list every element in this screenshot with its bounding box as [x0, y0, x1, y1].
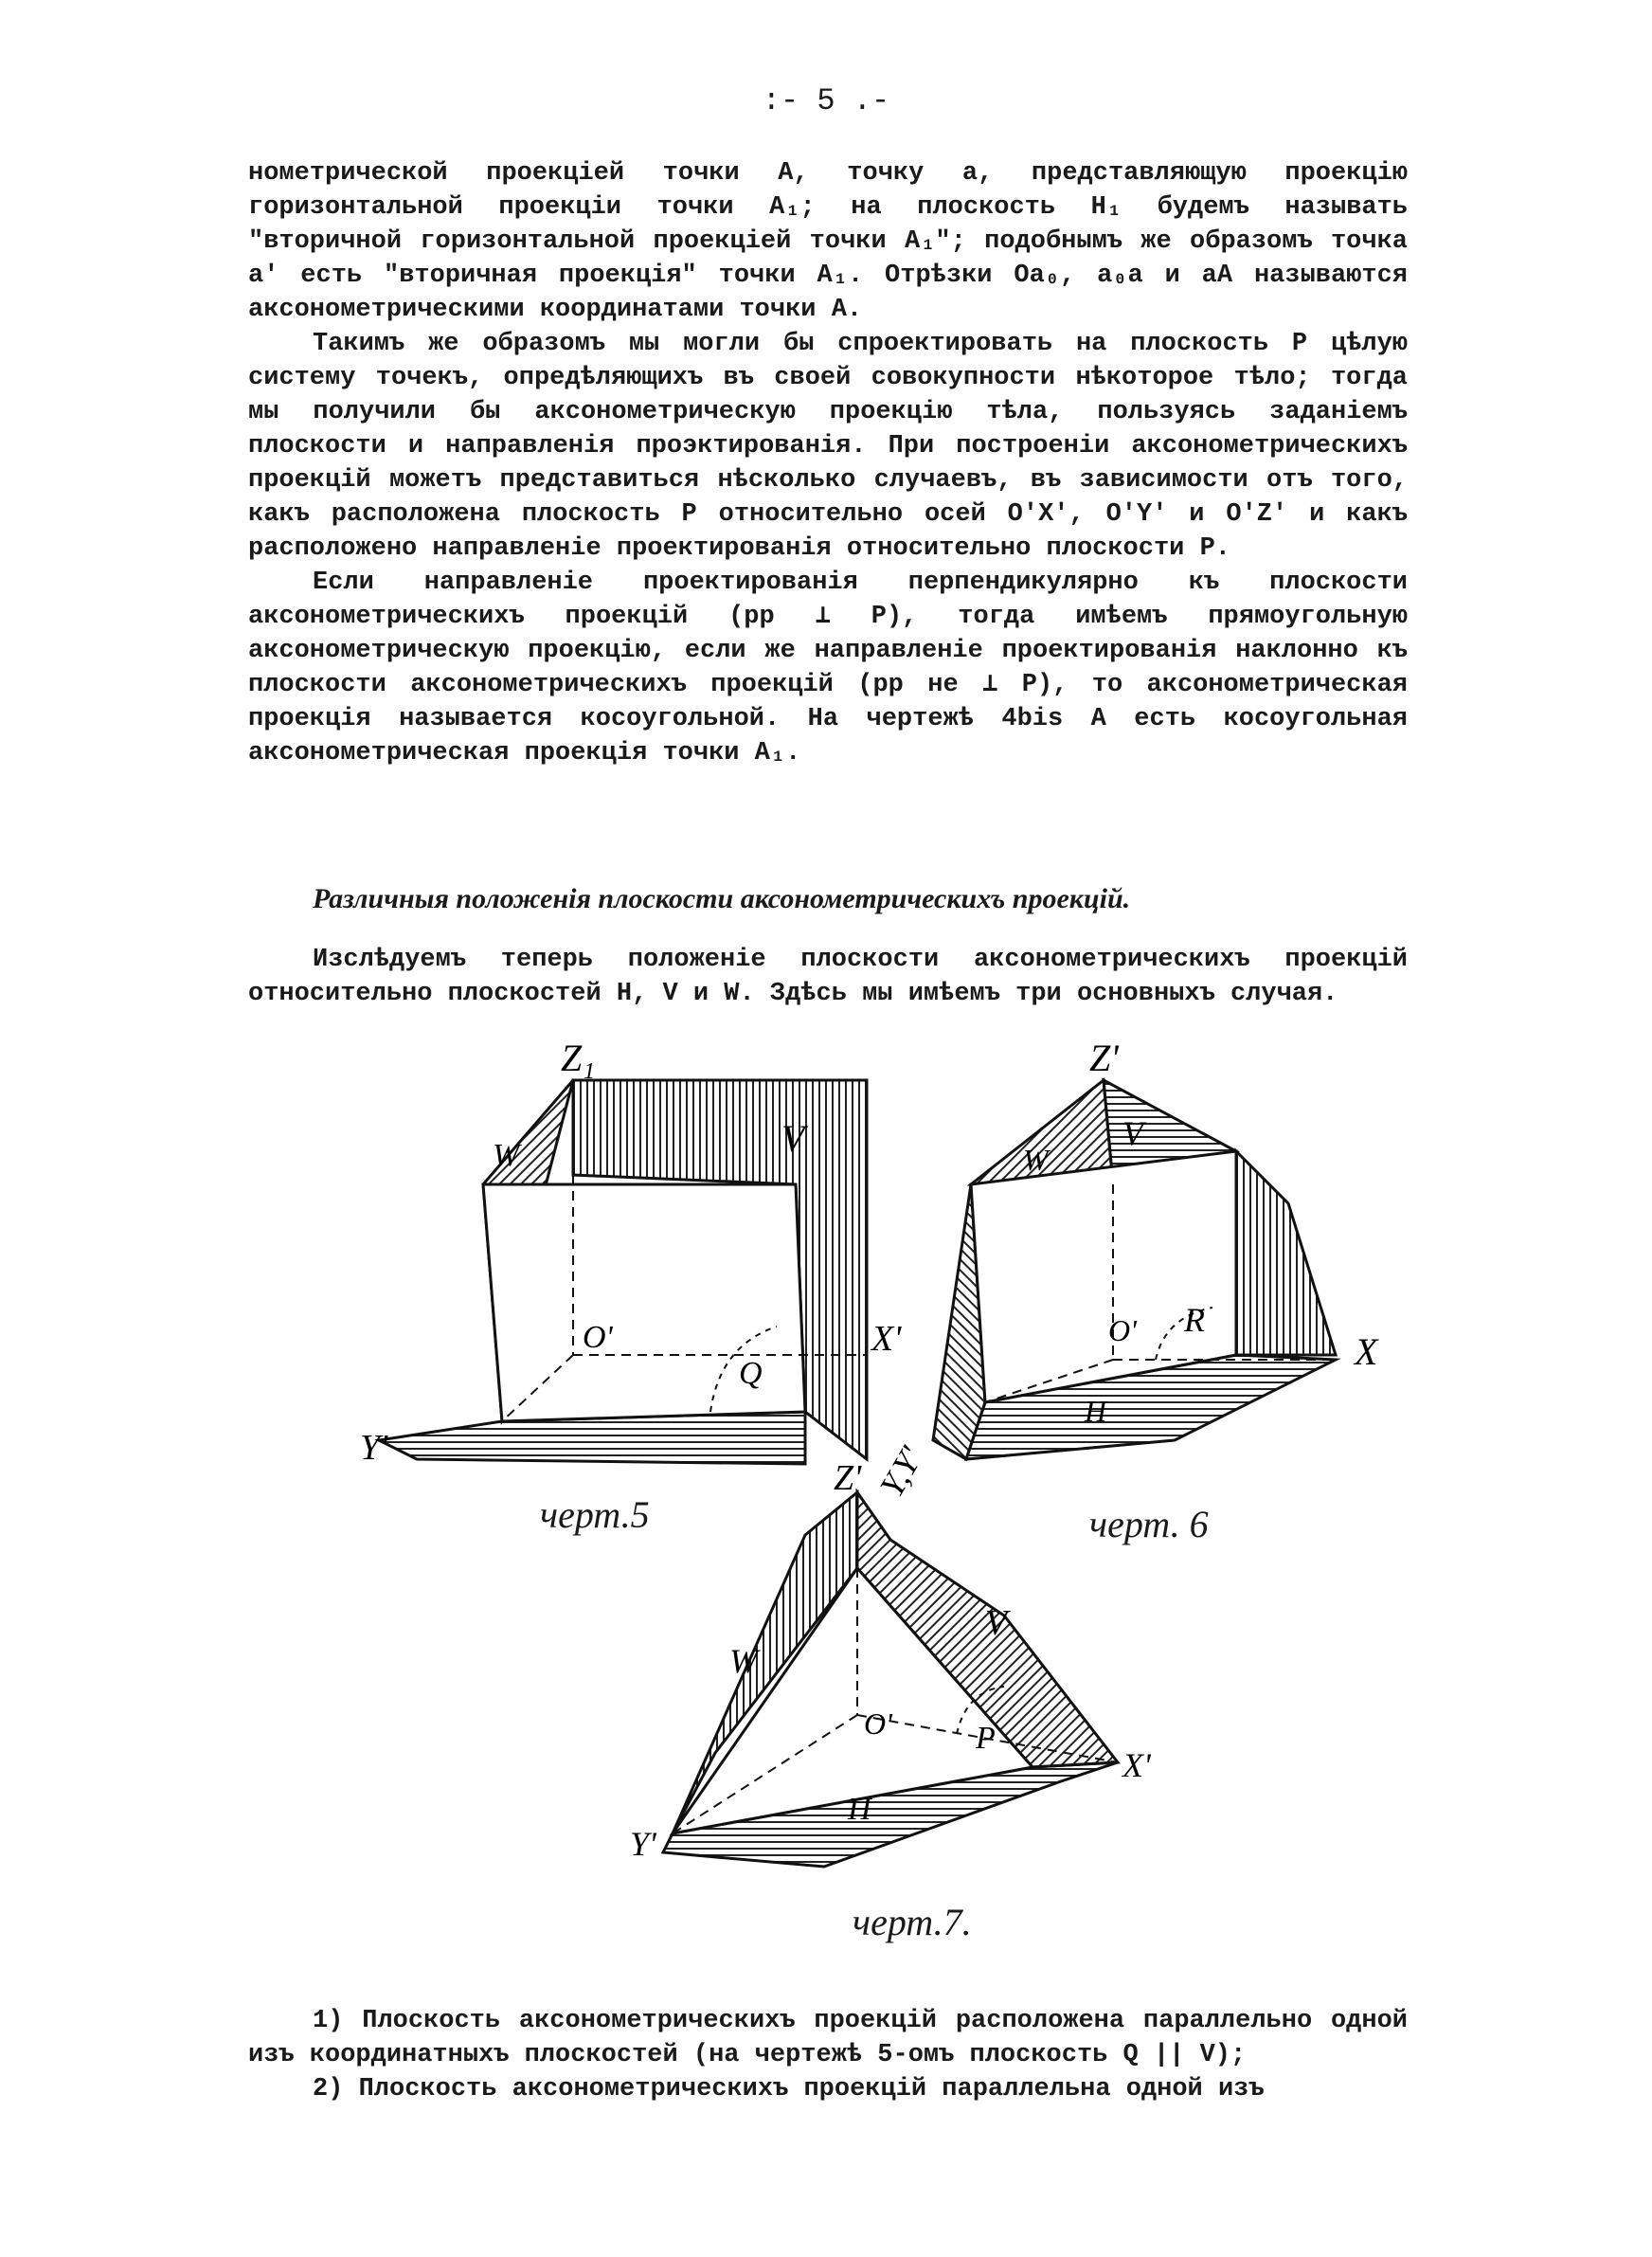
body-text-bottom [248, 2004, 1408, 2106]
fig6-label-x: X [1355, 1330, 1378, 1373]
figure-7-caption: черт.7. [853, 1901, 972, 1943]
fig7-label-w: W [729, 1642, 758, 1680]
fig5-label-v: V [781, 1117, 805, 1160]
body-text-top [248, 156, 1408, 770]
fig6-label-v: V [1122, 1114, 1143, 1152]
fig7-label-y: Y' [630, 1825, 656, 1863]
fig6-plane-right [1236, 1151, 1336, 1355]
paragraph-1: нометрической проекціей точки А, точку а, представляющую проекцію горизонтальной проекціи точки А₁; на плоскость Н₁ будемъ называть "вторичной горизонтальной проекціей точки А₁"; подобнымъ же образомъ точка а' есть "вторичная проекція" точки А₁. Отрѣзки Оа₀, а₀а и аА называются аксонометрическими координатами точки А. [248, 159, 1408, 324]
fig7-label-p: P [976, 1721, 996, 1756]
figure-5 [360, 1037, 902, 1478]
figure-6-caption: черт. 6 [1089, 1503, 1209, 1545]
fig6-label-o: O' [1108, 1313, 1137, 1347]
fig5-label-z: Z₁ [561, 1037, 596, 1079]
fig5-label-x: X' [871, 1319, 902, 1359]
fig7-label-v: V [985, 1603, 1008, 1643]
fig7-label-o: O' [864, 1706, 892, 1741]
fig7-label-h: H [848, 1792, 871, 1827]
fig6-label-r: R [1184, 1301, 1205, 1339]
fig7-label-x: X' [1122, 1746, 1151, 1784]
fig5-label-q: Q [739, 1356, 763, 1391]
fig6-label-z: Z' [1089, 1037, 1119, 1079]
paragraph-case-1: 1) Плоскость аксонометрическихъ проекцій расположена параллельно одной изъ координатныхъ плоскостей (на чертежѣ 5-омъ плоскость Q || V); [248, 2007, 1408, 2069]
paragraph-case-2: 2) Плоскость аксонометрическихъ проекцій параллельна одной изъ [313, 2075, 1265, 2104]
fig6-label-y: Y,Y' [871, 1440, 931, 1504]
fig5-label-o: O' [583, 1320, 613, 1355]
section-heading: Различныя положенія плоскости аксонометрическихъ проекцій. [313, 883, 1131, 914]
paragraph-2: Такимъ же образомъ мы могли бы спроектировать на плоскость Р цѣлую систему точекъ, опредѣляющихъ въ своей совокупности нѣкоторое тѣло; тогда мы получили бы аксонометрическую проекцію тѣла, пользуясь заданіемъ плоскости и направленія проэктированія. При построеніи аксонометрическихъ проекцій можетъ представиться нѣсколько случаевъ, въ зависимости отъ того, какъ расположена плоскость Р относительно осей О'Х', О'Y' и О'Z' и какъ расположено направленіе проектированія относительно плоскости Р. [248, 330, 1408, 563]
figure-5-caption: черт.5 [540, 1493, 650, 1536]
page-number: :- 5 .- [762, 83, 890, 118]
fig6-label-h: H [1085, 1394, 1107, 1428]
figure-6 [871, 1037, 1421, 1504]
body-text-middle [248, 943, 1408, 1011]
fig5-label-y: Y' [360, 1428, 388, 1468]
fig5-label-w: W [493, 1138, 520, 1173]
fig6-label-w: W [1023, 1143, 1049, 1177]
fig7-label-z: Z' [834, 1458, 862, 1498]
paragraph-3: Если направленіе проектированія перпендикулярно къ плоскости аксонометрическихъ проекцій (рр ⊥ Р), тогда имѣемъ прямоугольную аксонометрическую проекцію, если же направленіе проектированія наклонно къ плоскости аксонометрическихъ проекцій (рр не ⊥ Р), то аксонометрическая проекція называется косоугольной. На чертежѣ 4bis А есть косоугольная аксонометрическая проекція точки А₁. [248, 569, 1408, 767]
paragraph-investigate: Изслѣдуемъ теперь положеніе плоскости аксонометрическихъ проекцій относительно плоскостей Н, V и W. Здѣсь мы имѣемъ три основныхъ случая. [248, 946, 1408, 1008]
figure-7 [616, 1458, 1165, 1876]
